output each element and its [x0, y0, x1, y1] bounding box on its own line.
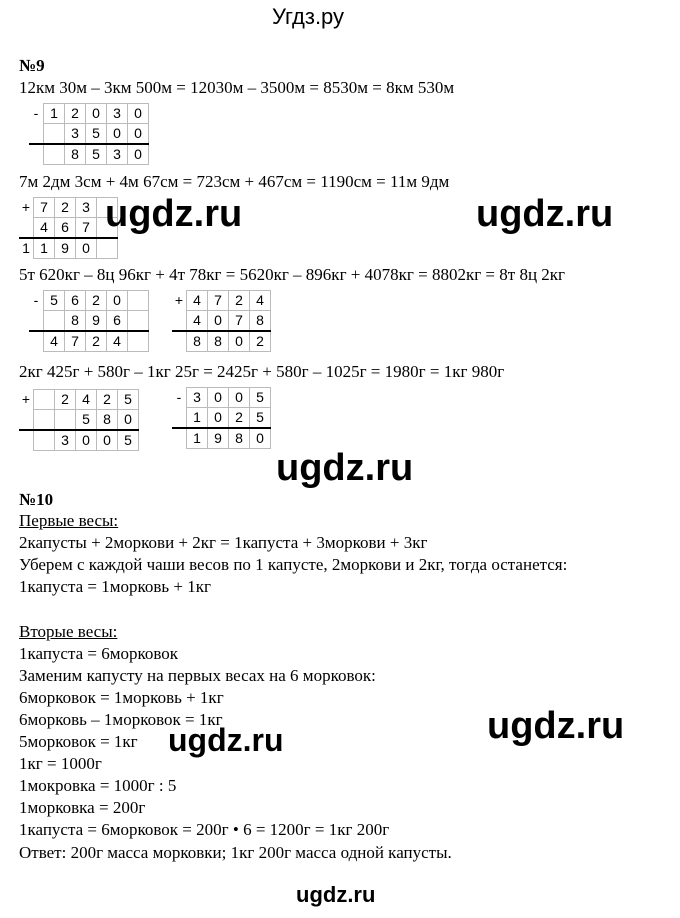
- digit: 4: [34, 218, 55, 239]
- digit: 0: [128, 104, 149, 124]
- digit: 7: [76, 218, 97, 239]
- task-10-line-5: Вторые весы:: [19, 622, 118, 641]
- digit: 8: [208, 331, 229, 352]
- digit: 9: [55, 238, 76, 259]
- column-subtraction-3: [172, 387, 271, 449]
- digit: 1: [19, 238, 34, 259]
- digit: 2: [86, 291, 107, 311]
- digit: 4: [44, 331, 65, 352]
- column-subtraction-2: [29, 290, 149, 352]
- task-10-line-6: 1капуста = 6морковок: [19, 644, 179, 663]
- digit: 0: [76, 238, 97, 259]
- digit: 3: [107, 104, 128, 124]
- digit: 1: [187, 428, 208, 449]
- digit: 4: [107, 331, 128, 352]
- digit: 0: [229, 388, 250, 408]
- digit: 5: [44, 291, 65, 311]
- digit: 7: [208, 291, 229, 311]
- task-10-title: №10: [19, 490, 54, 509]
- digit: 3: [65, 124, 86, 145]
- digit: 1: [34, 238, 55, 259]
- operator: +: [172, 291, 187, 311]
- digit: 3: [107, 144, 128, 165]
- digit: [44, 124, 65, 145]
- task-9-eq1: 12км 30м – 3км 500м = 12030м – 3500м = 8530м = 8км 530м: [19, 78, 455, 97]
- digit: 5: [86, 124, 107, 145]
- digit: 0: [208, 408, 229, 429]
- operator: +: [19, 198, 34, 218]
- digit: 8: [65, 311, 86, 332]
- operator: -: [29, 291, 44, 311]
- task-10-line-8: 6морковок = 1морковь + 1кг: [19, 688, 224, 707]
- digit: 5: [76, 410, 97, 431]
- digit: 5: [118, 390, 139, 410]
- digit: 7: [65, 331, 86, 352]
- digit: 2: [86, 331, 107, 352]
- digit: 8: [229, 428, 250, 449]
- task-10-line-10: 5морковок = 1кг: [19, 732, 138, 751]
- task-9-eq2: 7м 2дм 3см + 4м 67см = 723см + 467см = 1190см = 11м 9дм: [19, 172, 450, 191]
- digit: 6: [65, 291, 86, 311]
- watermark: ugdz.ru: [487, 705, 625, 747]
- digit: 2: [250, 331, 271, 352]
- digit: 4: [187, 311, 208, 332]
- column-addition-3: [19, 389, 139, 451]
- task-10-line-3: Уберем с каждой чаши весов по 1 капусте, 2моркови и 2кг, тогда останется:: [19, 555, 568, 574]
- task-10-line-7: Заменим капусту на первых весах на 6 морковок:: [19, 666, 376, 685]
- task-10-line-2: 2капусты + 2моркови + 2кг = 1капуста + 3моркови + 3кг: [19, 533, 428, 552]
- digit: 8: [97, 410, 118, 431]
- digit: 2: [55, 390, 76, 410]
- digit: 8: [65, 144, 86, 165]
- digit: 4: [250, 291, 271, 311]
- footer-site: ugdz.ru: [296, 882, 376, 907]
- digit: 1: [187, 408, 208, 429]
- digit: 1: [44, 104, 65, 124]
- digit: 6: [107, 311, 128, 332]
- watermark: ugdz.ru: [476, 193, 614, 235]
- digit: 0: [86, 104, 107, 124]
- digit: 0: [107, 124, 128, 145]
- operator: -: [172, 388, 187, 408]
- task-10-line-15: Ответ: 200г масса морковки; 1кг 200г масса одной капусты.: [19, 843, 452, 862]
- digit: 3: [76, 198, 97, 218]
- digit: 6: [55, 218, 76, 239]
- digit: 7: [34, 198, 55, 218]
- digit: 0: [208, 311, 229, 332]
- task-10-line-4: 1капуста = 1морковь + 1кг: [19, 577, 211, 596]
- column-addition-1: [19, 197, 118, 259]
- digit: 8: [250, 311, 271, 332]
- watermark: ugdz.ru: [276, 447, 414, 489]
- digit: 0: [128, 144, 149, 165]
- digit: 0: [128, 124, 149, 145]
- digit: [44, 144, 65, 165]
- digit: 2: [65, 104, 86, 124]
- digit: 3: [55, 430, 76, 451]
- digit: 2: [229, 291, 250, 311]
- column-addition-2: [172, 290, 271, 352]
- digit: [55, 410, 76, 431]
- digit: 4: [76, 390, 97, 410]
- task-9-eq4: 2кг 425г + 580г – 1кг 25г = 2425г + 580г – 1025г = 1980г = 1кг 980г: [19, 362, 505, 381]
- digit: 5: [118, 430, 139, 451]
- digit: 9: [208, 428, 229, 449]
- watermark: ugdz.ru: [168, 722, 284, 758]
- digit: 9: [86, 311, 107, 332]
- digit: [44, 311, 65, 332]
- operator: -: [29, 104, 44, 124]
- column-subtraction-1: [29, 103, 149, 165]
- operator: +: [19, 390, 34, 410]
- digit: 2: [229, 408, 250, 429]
- digit: 2: [97, 390, 118, 410]
- task-10-line-14: 1капуста = 6морковок = 200г • 6 = 1200г = 1кг 200г: [19, 820, 390, 839]
- task-10-line-13: 1морковка = 200г: [19, 798, 146, 817]
- digit: 5: [250, 388, 271, 408]
- site-header: Угдз.ру: [272, 4, 345, 29]
- digit: 5: [250, 408, 271, 429]
- digit: 0: [250, 428, 271, 449]
- digit: 0: [118, 410, 139, 431]
- watermark: ugdz.ru: [105, 193, 243, 235]
- digit: 3: [187, 388, 208, 408]
- digit: 7: [229, 311, 250, 332]
- digit: 0: [76, 430, 97, 451]
- digit: 0: [97, 430, 118, 451]
- task-9-title: №9: [19, 56, 45, 75]
- digit: 2: [55, 198, 76, 218]
- task-10-line-9: 6морковь – 1морковок = 1кг: [19, 710, 223, 729]
- digit: 5: [86, 144, 107, 165]
- digit: 0: [107, 291, 128, 311]
- digit: 4: [187, 291, 208, 311]
- task-10-line-1: Первые весы:: [19, 511, 119, 530]
- digit: 0: [229, 331, 250, 352]
- task-10-line-12: 1мокровка = 1000г : 5: [19, 776, 177, 795]
- task-9-eq3: 5т 620кг – 8ц 96кг + 4т 78кг = 5620кг – 896кг + 4078кг = 8802кг = 8т 8ц 2кг: [19, 265, 566, 284]
- digit: 0: [208, 388, 229, 408]
- digit: 8: [187, 331, 208, 352]
- task-10-line-11: 1кг = 1000г: [19, 754, 102, 773]
